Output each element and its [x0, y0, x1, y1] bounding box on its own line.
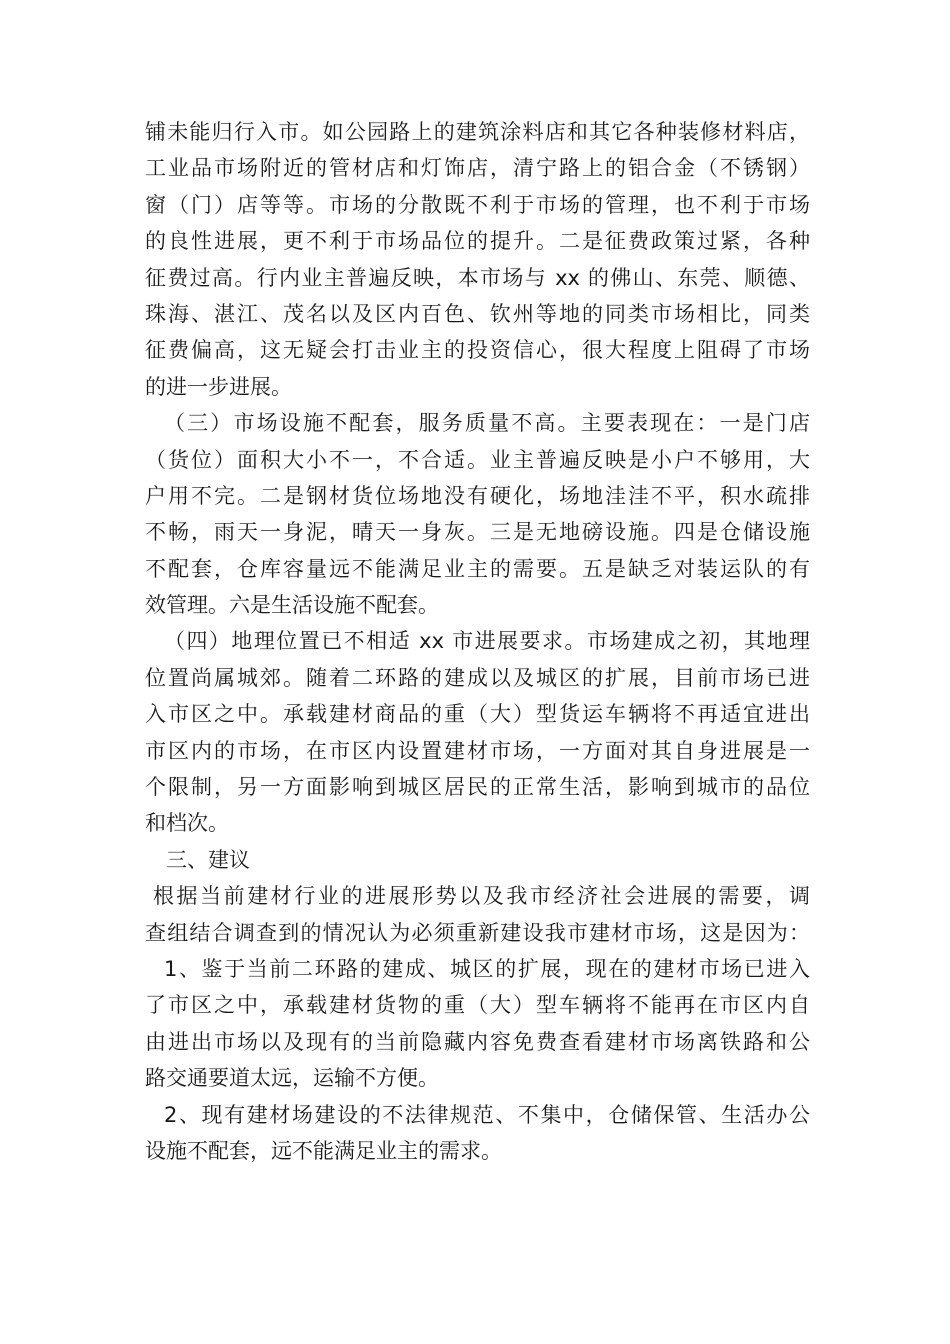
text-line: 的进一步进展。: [145, 374, 292, 399]
text-line: 查组结合调查到的情况认为必须重新建设我市建材市场，这是因为：: [145, 920, 810, 945]
text-line: （四）地理位置已不相适 xx 市进展要求。市场建成之初，其地理: [164, 629, 810, 654]
text-line: 1、鉴于当前二环路的建成、城区的扩展，现在的建材市场已进入: [164, 956, 810, 981]
text-line: 个限制，另一方面影响到城区居民的正常生活，影响到城市的品位: [145, 775, 810, 800]
text-line: （货位）面积大小不一，不合适。业主普遍反映是小户不够用，大: [145, 447, 810, 472]
text-line: 了市区之中，承载建材货物的重（大）型车辆将不能再在市区内自: [145, 993, 810, 1018]
text-line: 2、现有建材场建设的不法律规范、不集中，仓储保管、生活办公: [164, 1102, 810, 1127]
text-line: 征费过高。行内业主普遍反映，本市场与 xx 的佛山、东莞、顺德、: [145, 265, 810, 290]
text-line: 路交通要道太远，运输不方便。: [145, 1066, 439, 1091]
text-line: 位置尚属城郊。随着二环路的建成以及城区的扩展，目前市场已进: [145, 665, 810, 690]
section-heading: 三、建议: [166, 847, 250, 872]
text-line: 入市区之中。承载建材商品的重（大）型货运车辆将不再适宜进出: [145, 702, 810, 727]
text-line: 不配套，仓库容量远不能满足业主的需要。五是缺乏对装运队的有: [145, 556, 810, 581]
text-line: 铺未能归行入市。如公园路上的建筑涂料店和其它各种装修材料店，: [145, 120, 810, 144]
text-line: 珠海、湛江、茂名以及区内百色、钦州等地的同类市场相比，同类: [145, 301, 810, 326]
text-line: 设施不配套，远不能满足业主的需求。: [145, 1138, 502, 1163]
text-line: 市区内的市场，在市区内设置建材市场，一方面对其自身进展是一: [145, 738, 810, 763]
text-line: 不畅，雨天一身泥，晴天一身灰。三是无地磅设施。四是仓储设施: [145, 520, 810, 545]
text-line: 根据当前建材行业的进展形势以及我市经济社会进展的需要，调: [153, 884, 810, 909]
text-line: （三）市场设施不配套，服务质量不高。主要表现在：一是门店: [164, 411, 810, 436]
text-line: 效管理。六是生活设施不配套。: [145, 593, 439, 618]
document-body: [145, 114, 810, 1169]
text-line: 和档次。: [145, 811, 229, 836]
text-line: 征费偏高，这无疑会打击业主的投资信心，很大程度上阻碍了市场: [145, 338, 810, 363]
text-line: 的良性进展，更不利于市场品位的提升。二是征费政策过紧，各种: [145, 229, 810, 254]
text-line: 户用不完。二是钢材货位场地没有硬化，场地洼洼不平，积水疏排: [145, 483, 810, 508]
text-line: 工业品市场附近的管材店和灯饰店，清宁路上的铝合金（不锈钢）: [145, 156, 810, 181]
text-line: 由进出市场以及现有的当前隐藏内容免费查看建材市场离铁路和公: [145, 1029, 810, 1054]
text-line: 窗（门）店等等。市场的分散既不利于市场的管理，也不利于市场: [145, 192, 810, 217]
